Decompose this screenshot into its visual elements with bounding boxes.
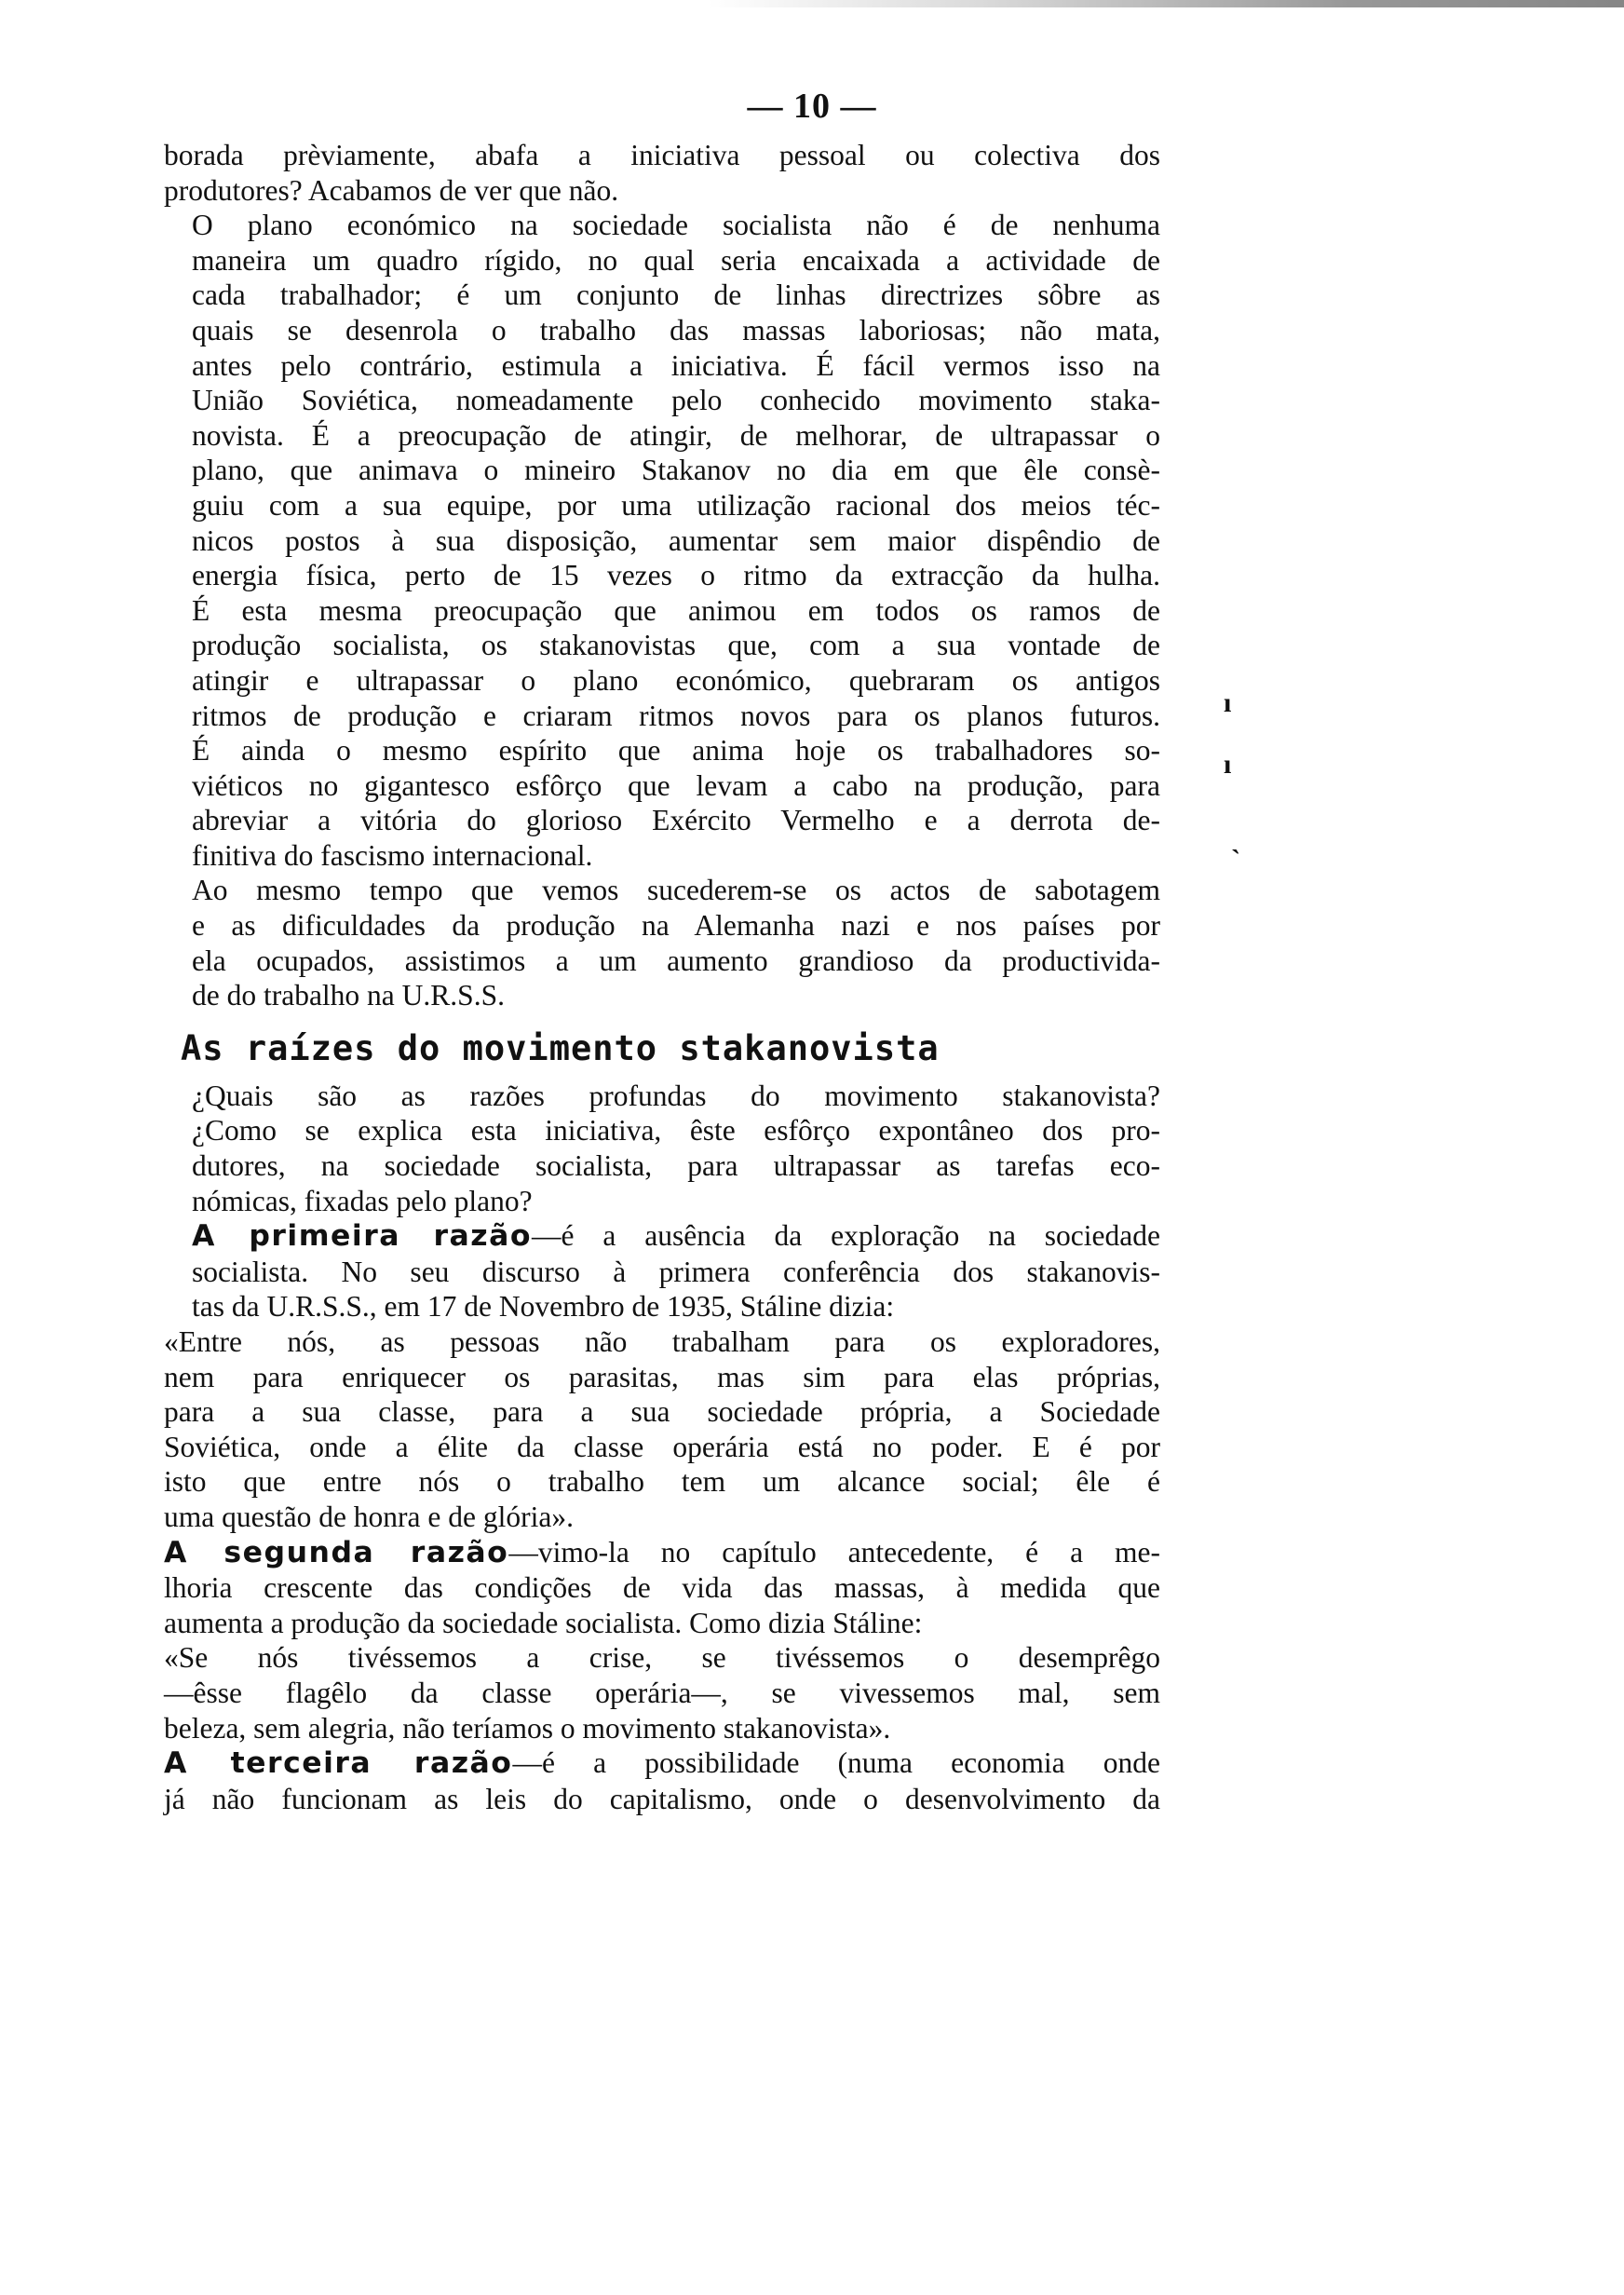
quote-line: para a sua classe, para a sua sociedade própria, a Sociedade [164, 1395, 1160, 1429]
text-line: quais se desenrola o trabalho das massas laboriosas; não mata, [192, 313, 1160, 346]
reason-lead: A terceira razão [164, 1746, 513, 1781]
text-line: produtores? Acabamos de ver que não. [164, 173, 619, 207]
text-line: socialista. No seu discurso à primera conferência dos stakanovis- [192, 1255, 1160, 1288]
paragraph-1 [164, 138, 1160, 208]
paragraph-3 [164, 873, 1160, 1012]
quote-line: nem para enriquecer os parasitas, mas sim para elas próprias, [164, 1360, 1160, 1393]
reason-2 [164, 1535, 1160, 1641]
text-line: O plano económico na sociedade socialista não é de nenhuma [192, 209, 1160, 242]
text-line: tas da U.R.S.S., em 17 de Novembro de 1935, Stáline dizia: [192, 1290, 895, 1324]
text-line: cada trabalhador; é um conjunto de linhas directrizes sôbre as [192, 278, 1160, 312]
text-line: já não funcionam as leis do capitalismo, onde o desenvolvimento da [164, 1782, 1160, 1815]
reason-3 [164, 1745, 1160, 1816]
margin-mark: ı [1224, 749, 1232, 780]
quote-line: beleza, sem alegria, não teríamos o movimento stakanovista». [164, 1711, 891, 1745]
reason-lead: A primeira razão [192, 1219, 532, 1254]
text-line: e as dificuldades da produção na Alemanha nazi e nos países por [192, 909, 1160, 943]
reason-lead: A segunda razão [164, 1535, 509, 1569]
page-body [164, 138, 1160, 1816]
text-line: ritmos de produção e criaram ritmos novos para os planos futuros. [192, 699, 1160, 732]
text-line: de do trabalho na U.R.S.S. [192, 979, 505, 1012]
text-line: É ainda o mesmo espírito que anima hoje os trabalhadores so- [192, 734, 1160, 767]
quote-line: isto que entre nós o trabalho tem um alcance social; êle é [164, 1465, 1160, 1499]
page-number: — 10 — [747, 87, 877, 126]
margin-mark: ı [1224, 687, 1232, 718]
text-line: energia física, perto de 15 vezes o ritmo da extracção da hulha. [192, 559, 1160, 592]
section-heading: As raízes do movimento stakanovista [181, 1027, 940, 1068]
scan-edge-artifact [708, 0, 1624, 7]
paragraph-4 [164, 1079, 1160, 1218]
margin-mark: ˎ [1231, 823, 1240, 854]
text-line: plano, que animava o mineiro Stakanov no dia em que êle consè- [192, 454, 1160, 487]
quote-1 [164, 1324, 1160, 1535]
text-line: novista. É a preocupação de atingir, de melhorar, de ultrapassar o [192, 418, 1160, 452]
text-line: guiu com a sua equipe, por uma utilização racional dos meios téc- [192, 488, 1160, 522]
text-line: borada prèviamente, abafa a iniciativa pessoal ou colectiva dos [164, 139, 1160, 171]
text-line: União Soviética, nomeadamente pelo conhecido movimento staka- [192, 384, 1160, 417]
text-line: produção socialista, os stakanovistas que, com a sua vontade de [192, 629, 1160, 662]
text-line: dutores, na sociedade socialista, para ultrapassar as tarefas eco- [192, 1149, 1160, 1183]
text-line: —é a possibilidade (numa economia onde [512, 1746, 1160, 1780]
paragraph-2 [164, 208, 1160, 873]
text-line: ¿Quais são as razões profundas do movimento stakanovista? [192, 1079, 1160, 1112]
text-line: —é a ausência da exploração na sociedade [532, 1219, 1160, 1253]
text-line: —vimo-la no capítulo antecedente, é a me- [508, 1535, 1160, 1568]
quote-line: «Se nós tivéssemos a crise, se tivéssemos o desemprêgo [164, 1641, 1160, 1675]
text-line: É esta mesma preocupação que animou em todos os ramos de [192, 593, 1160, 627]
text-line: antes pelo contrário, estimula a iniciativa. É fácil vermos isso na [192, 348, 1160, 382]
text-line: nómicas, fixadas pelo plano? [192, 1184, 533, 1217]
margin-marks [1211, 689, 1248, 857]
text-line: finitiva do fascismo internacional. [192, 838, 593, 872]
text-line: ¿Como se explica esta iniciativa, êste esfôrço expontâneo dos pro- [192, 1114, 1160, 1148]
text-line: atingir e ultrapassar o plano económico, quebraram os antigos [192, 663, 1160, 697]
text-line: maneira um quadro rígido, no qual seria encaixada a actividade de [192, 243, 1160, 277]
quote-line: —êsse flagêlo da classe operária—, se vivessemos mal, sem [164, 1676, 1160, 1709]
text-line: ela ocupados, assistimos a um aumento grandioso da productivida- [192, 944, 1160, 977]
reason-1 [164, 1218, 1160, 1324]
text-line: aumenta a produção da sociedade socialista. Como dizia Stáline: [164, 1606, 923, 1639]
quote-line: uma questão de honra e de glória». [164, 1500, 574, 1533]
text-line: viéticos no gigantesco esfôrço que levam a cabo na produção, para [192, 768, 1160, 802]
quote-line: Soviética, onde a élite da classe operária está no poder. E é por [164, 1430, 1160, 1463]
text-line: lhoria crescente das condições de vida das massas, à medida que [164, 1571, 1160, 1605]
text-line: nicos postos à sua disposição, aumentar sem maior dispêndio de [192, 523, 1160, 557]
text-line: abreviar a vitória do glorioso Exército Vermelho e a derrota de- [192, 804, 1160, 837]
text-line: Ao mesmo tempo que vemos sucederem-se os actos de sabotagem [192, 874, 1160, 907]
quote-line: «Entre nós, as pessoas não trabalham para os exploradores, [164, 1325, 1160, 1358]
quote-2 [164, 1640, 1160, 1745]
